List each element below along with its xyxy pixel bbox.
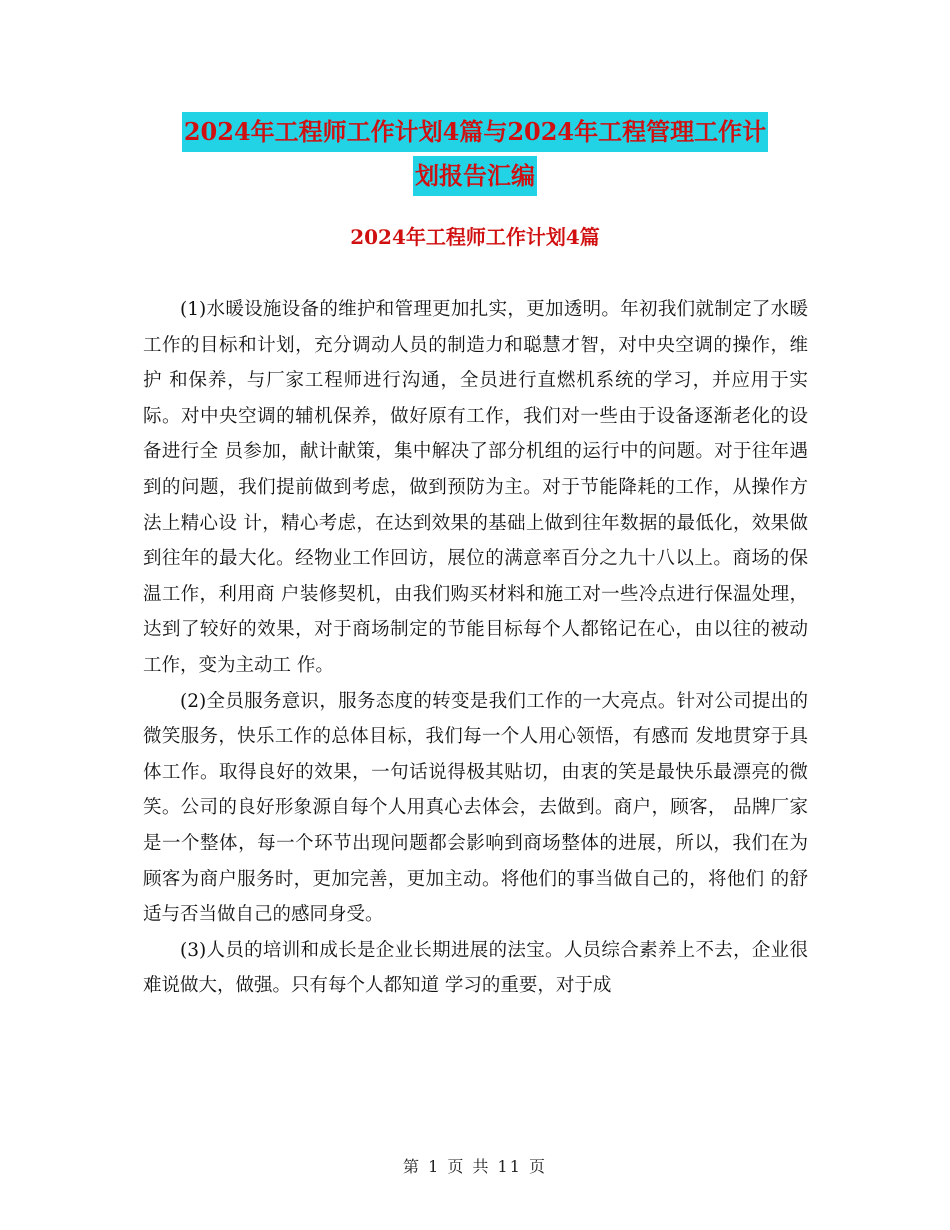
document-title — [0, 110, 950, 198]
page-number-footer: 第 1 页 共 11 页 — [403, 1157, 547, 1176]
paragraph-1: (1)水暖设施设备的维护和管理更加扎实，更加透明。年初我们就制定了水暖工作的目标和计划，充分调动人员的制造力和聪慧才智，对中央空调的操作，维护 和保养，与厂家工程师进行沟通，全员进行直燃机系统的学习，并应用于实际。对中央空调的辅机保养，做好原有工作，我们对一些由于设备逐渐老化的设备进行全 员参加，献计献策，集中解决了部分机组的运行中的问题。对于往年遇到的问题，我们提前做到考虑，做到预防为主。对于节能降耗的工作，从操作方法上精心设 计，精心考虑，在达到效果的基础上做到往年数据的最低化，效果做到往年的最大化。经物业工作回访，展位的满意率百分之九十八以上。商场的保温工作，利用商 户装修契机，由我们购买材料和施工对一些冷点进行保温处理，达到了较好的效果，对于商场制定的节能目标每个人都铭记在心，由以往的被动工作，变为主动工 作。 — [143, 299, 808, 676]
title-line-1: 2024年工程师工作计划4篇与2024年工程管理工作计 — [182, 112, 768, 152]
body-text — [143, 292, 808, 1004]
paragraph-3: (3)人员的培训和成长是企业长期进展的法宝。人员综合素养上不去，企业很难说做大，做强。只有每个人都知道 学习的重要，对于成 — [143, 939, 808, 997]
paragraph-2: (2)全员服务意识，服务态度的转变是我们工作的一大亮点。针对公司提出的微笑服务，快乐工作的总体目标，我们每一个人用心领悟，有感而 发地贯穿于具体工作。取得良好的效果，一句话说得极其贴切，由衷的笑是最快乐最漂亮的微笑。公司的良好形象源自每个人用真心去体会，去做到。商户，顾客， 品牌厂家是一个整体，每一个环节出现问题都会影响到商场整体的进展，所以，我们在为顾客为商户服务时，更加完善，更加主动。将他们的事当做自己的，将他们 的舒适与否当做自己的感同身受。 — [143, 690, 808, 926]
title-line-2: 划报告汇编 — [413, 156, 537, 196]
section-title: 2024年工程师工作计划4篇 — [350, 225, 600, 249]
